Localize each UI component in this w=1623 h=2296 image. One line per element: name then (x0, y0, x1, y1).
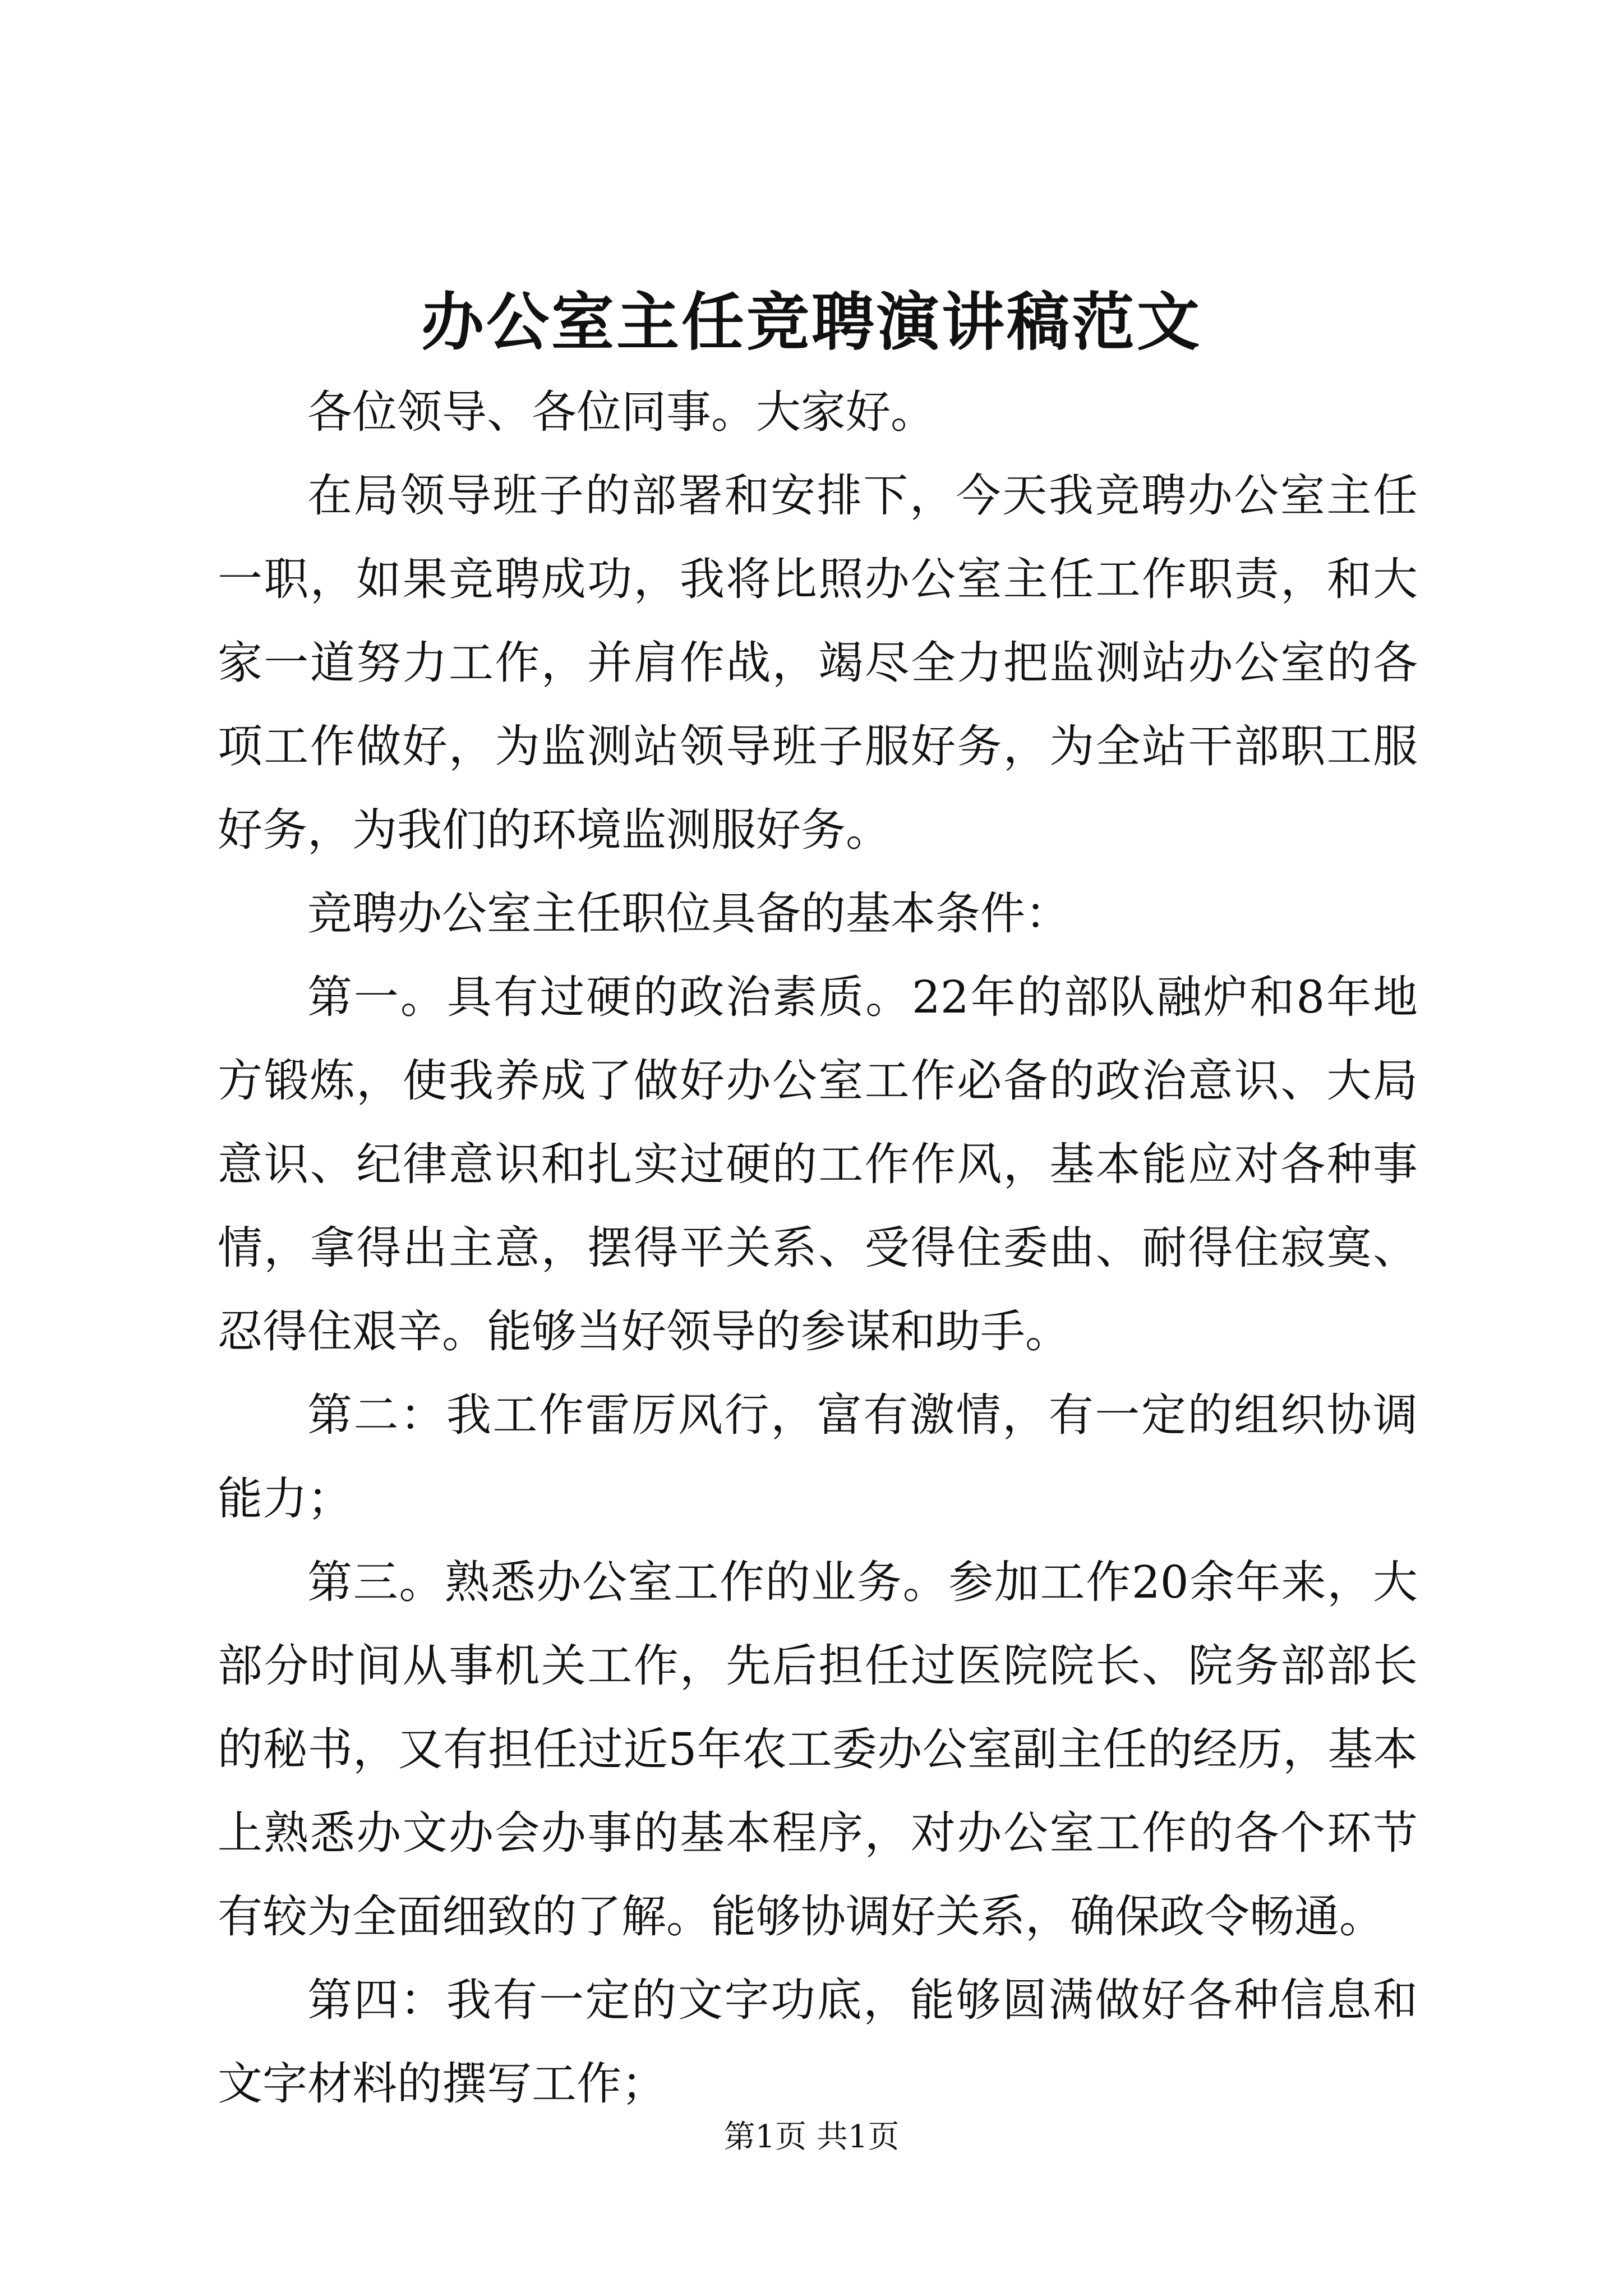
paragraph-first: 第一。具有过硬的政治素质。22年的部队融炉和8年地方锻炼，使我养成了做好办公室工作必备的政治意识、大局意识、纪律意识和扎实过硬的工作作风，基本能应对各种事情，拿得出主意，摆得平关系、受得住委曲、耐得住寂寞、忍得住艰辛。能够当好领导的参谋和助手。 (218, 971, 1418, 1358)
paragraph-third: 第三。熟悉办公室工作的业务。参加工作20余年来，大部分时间从事机关工作，先后担任过医院院长、院务部部长的秘书，又有担任过近5年农工委办公室副主任的经历，基本上熟悉办文办会办事的基本程序，对办公室工作的各个环节有较为全面细致的了解。能够协调好关系，确保政令畅通。 (218, 1556, 1418, 1943)
paragraph-intro: 在局领导班子的部署和安排下，今天我竞聘办公室主任一职，如果竞聘成功，我将比照办公室主任工作职责，和大家一道努力工作，并肩作战，竭尽全力把监测站办公室的各项工作做好，为监测站领导班子服好务，为全站干部职工服好务，为我们的环境监测服好务。 (218, 470, 1418, 856)
paragraph-second: 第二：我工作雷厉风行，富有激情，有一定的组织协调能力； (218, 1389, 1418, 1525)
paragraph-conditions-heading: 竞聘办公室主任职位具备的基本条件： (307, 887, 1070, 940)
page-footer: 第1页 共1页 (723, 2119, 900, 2155)
document-body (218, 370, 1418, 2125)
paragraph-greeting: 各位领导、各位同事。大家好。 (307, 386, 935, 438)
document-title: 办公室主任竞聘演讲稿范文 (421, 286, 1202, 359)
paragraph-fourth: 第四：我有一定的文字功底，能够圆满做好各种信息和文字材料的撰写工作； (218, 1974, 1418, 2110)
